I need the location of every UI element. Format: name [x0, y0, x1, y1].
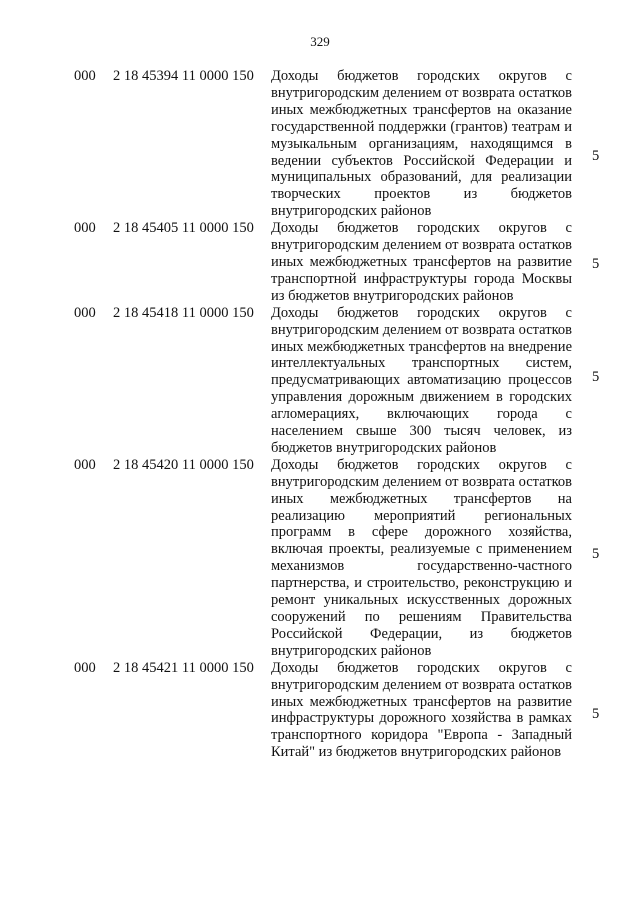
table-row: [0, 68, 640, 220]
table-row: [0, 457, 640, 660]
income-description: Доходы бюджетов городских округов с внутригородским делением от возврата остатков иных межбюджетных трансфертов на внедрение интеллектуальных транспортных систем, предусматривающих автоматизацию процессов управления дорожным движением в городских агломерациях, включающих города с населением свыше 300 тысяч человек, из бюджетов внутригородских районов: [271, 304, 572, 456]
distribution-norm: 5: [592, 705, 600, 722]
distribution-norm: 5: [592, 148, 600, 164]
table-row: [0, 660, 640, 761]
distribution-norm: 5: [592, 368, 600, 385]
admin-code: 000: [74, 659, 96, 676]
distribution-norm: 5: [592, 545, 600, 562]
income-description: Доходы бюджетов городских округов с внутригородским делением от возврата остатков иных межбюджетных трансфертов на реализацию мероприятий региональных программ в сфере дорожного хозяйства, включая проекты, реализуемые с применением механизмов государственно-частного партнерства, и строительство, реконструкцию и ремонт уникальных искусственных дорожных сооружений по решениям Правительства Российской Федерации, из бюджетов внутригородских районов: [271, 456, 572, 659]
budget-classification-code: 2 18 45418 11 0000 150: [113, 304, 254, 321]
table-row: [0, 305, 640, 457]
budget-classification-code: 2 18 45420 11 0000 150: [113, 456, 254, 473]
budget-classification-code: 2 18 45405 11 0000 150: [113, 220, 254, 237]
budget-classification-code: 2 18 45394 11 0000 150: [113, 68, 254, 84]
page-number: 329: [310, 34, 330, 49]
budget-classification-code: 2 18 45421 11 0000 150: [113, 659, 254, 676]
budget-code-table: [0, 68, 640, 761]
admin-code: 000: [74, 456, 96, 473]
income-description: Доходы бюджетов городских округов с внутригородским делением от возврата остатков иных межбюджетных трансфертов на оказание государственной поддержки (грантов) театрам и музыкальным организациям, находящимся в ведении субъектов Российской Федерации и муниципальных образований, для реализации творческих проектов из бюджетов внутригородских районов: [271, 68, 572, 220]
admin-code: 000: [74, 304, 96, 321]
admin-code: 000: [74, 68, 96, 84]
income-description: Доходы бюджетов городских округов с внутригородским делением от возврата остатков иных межбюджетных трансфертов на развитие транспортной инфраструктуры города Москвы из бюджетов внутригородских районов: [271, 220, 572, 304]
income-description: Доходы бюджетов городских округов с внутригородским делением от возврата остатков иных межбюджетных трансфертов на развитие инфраструктуры дорожного хозяйства в рамках транспортного коридора "Европа - Западный Китай" из бюджетов внутригородских районов: [271, 659, 572, 761]
admin-code: 000: [74, 220, 96, 237]
table-row: [0, 220, 640, 305]
distribution-norm: 5: [592, 256, 600, 273]
